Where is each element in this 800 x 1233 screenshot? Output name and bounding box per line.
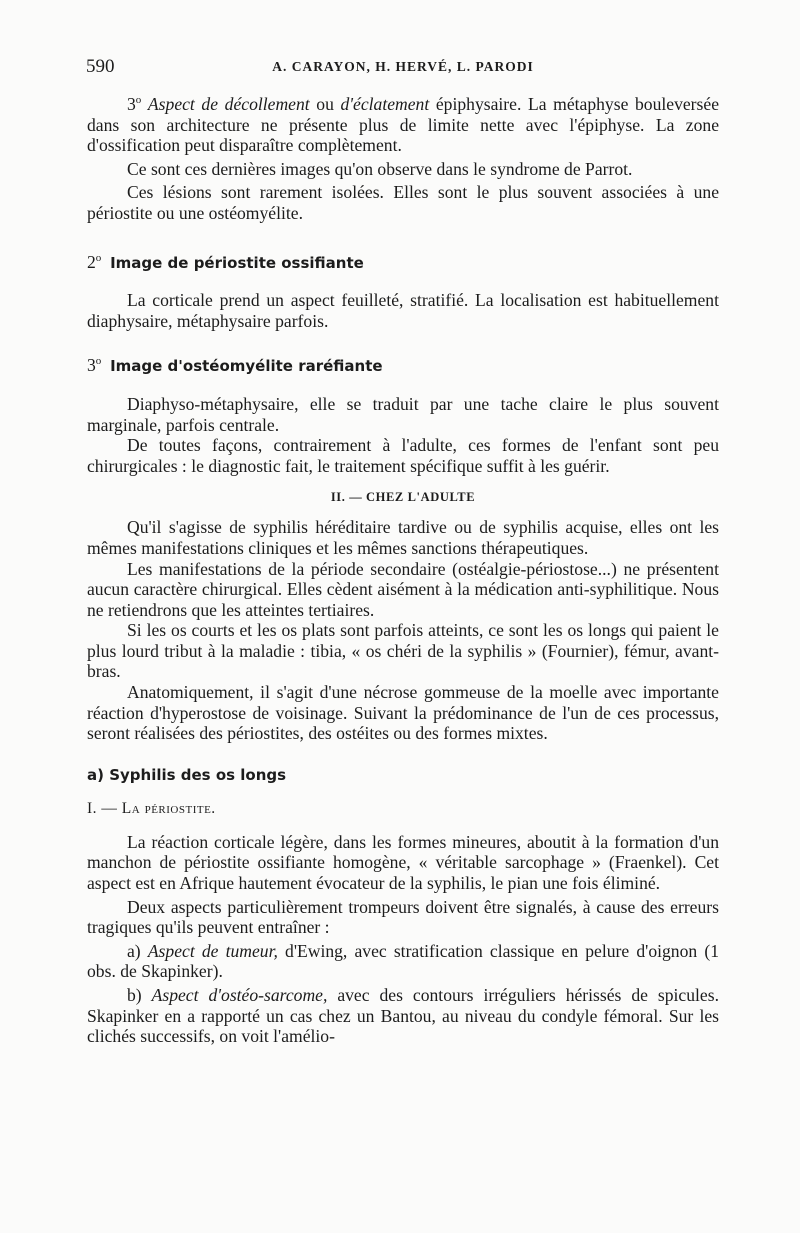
italic-term: Aspect d'ostéo-sarcome, bbox=[151, 985, 328, 1005]
paragraph: Qu'il s'agisse de syphilis héréditaire tardive ou de syphilis acquise, elles ont les mêmes manifestations cliniques et les mêmes sanctions thérapeutiques. bbox=[87, 517, 719, 558]
paragraph: La corticale prend un aspect feuilleté, stratifié. La localisation est habituellement diaphysaire, métaphysaire parfois. bbox=[87, 290, 719, 331]
heading-number: 3 bbox=[87, 355, 96, 376]
subheading bbox=[87, 248, 719, 274]
paragraph bbox=[87, 941, 719, 982]
paragraph: Les manifestations de la période secondaire (ostéalgie-périostose...) ne présentent aucun caractère chirurgical. Elles cèdent aisément à la médication anti-syphilitique. Nous ne retiendrons que les atteintes tertiaires. bbox=[87, 558, 719, 620]
italic-term: Aspect de décollement bbox=[147, 94, 310, 114]
ordinal-sup: o bbox=[95, 251, 102, 264]
paragraph: De toutes façons, contrairement à l'adulte, ces formes de l'enfant sont peu chirurgicales : le diagnostic fait, le traitement spécifique suffit à les guérir. bbox=[87, 435, 719, 476]
section-title: II. — CHEZ L'ADULTE bbox=[330, 490, 476, 505]
italic-term: Aspect de tumeur, bbox=[147, 940, 278, 961]
sub-subsection-heading: I. — La périostite. bbox=[87, 799, 216, 817]
ordinal-sup: o bbox=[95, 355, 102, 368]
paragraph: Si les os courts et les os plats sont parfois atteints, ce sont les os longs qui paient le plus lourd tribut à la maladie : tibia, « os chéri de la syphilis » (Fournier), fémur, avant-bras. bbox=[87, 620, 719, 682]
text-run: épiphysaire. La métaphyse bouleversée dans son architecture ne présente plus de limite nette avec l'épiphyse. La zone d'ossification peut disparaître complètement. bbox=[87, 94, 720, 156]
paragraph: Diaphyso-métaphysaire, elle se traduit par une tache claire le plus souvent marginale, parfois centrale. bbox=[87, 393, 719, 435]
heading-text: Image d'ostéomyélite raréfiante bbox=[110, 357, 383, 376]
page-header bbox=[86, 56, 720, 80]
paragraph bbox=[87, 985, 719, 1047]
running-head: A. CARAYON, H. HERVÉ, L. PARODI bbox=[272, 59, 534, 74]
page-body bbox=[87, 90, 719, 1047]
paragraph bbox=[87, 90, 719, 156]
text-run: avec des contours irréguliers hérissés de spicules. Skapinker en a rapporté un cas chez un Bantou, au niveau du condyle fémoral. Sur les clichés successifs, on voit l'amélio- bbox=[87, 985, 719, 1047]
item-number: 3 bbox=[127, 94, 136, 114]
subsection-heading: a) Syphilis des os longs bbox=[87, 765, 287, 784]
text-run: d'Ewing, avec stratification classique en pelure d'oignon (1 obs. de Skapinker). bbox=[87, 940, 719, 982]
paragraph: La réaction corticale légère, dans les formes mineures, aboutit à la formation d'un manchon de périostite ossifiante homogène, « véritable sarcophage » (Fraenkel). Cet aspect est en Afrique hautement évocateur de la syphilis, le pian une fois éliminé. bbox=[87, 831, 719, 894]
italic-term: d'éclatement bbox=[340, 94, 430, 114]
ordinal-sup: o bbox=[135, 94, 142, 106]
list-marker: b) bbox=[127, 985, 152, 1005]
heading-text: Image de périostite ossifiante bbox=[110, 253, 364, 272]
text-run: ou bbox=[309, 94, 341, 114]
page-number: 590 bbox=[86, 56, 115, 77]
heading-number: 2 bbox=[87, 251, 96, 272]
paragraph: Deux aspects particulièrement trompeurs doivent être signalés, à cause des erreurs tragiques qu'ils peuvent entraîner : bbox=[87, 896, 719, 938]
list-marker: a) bbox=[127, 940, 148, 961]
paragraph: Ce sont ces dernières images qu'on observe dans le syndrome de Parrot. bbox=[127, 158, 633, 179]
paragraph: Ces lésions sont rarement isolées. Elles sont le plus souvent associées à une périostite ou une ostéomyélite. bbox=[87, 182, 719, 223]
subheading bbox=[87, 351, 719, 377]
paragraph: Anatomiquement, il s'agit d'une nécrose gommeuse de la moelle avec importante réaction d'hyperostose de voisinage. Suivant la prédominance de l'un de ces processus, seront réalisées des périostites, des ostéites ou des formes mixtes. bbox=[87, 682, 719, 744]
